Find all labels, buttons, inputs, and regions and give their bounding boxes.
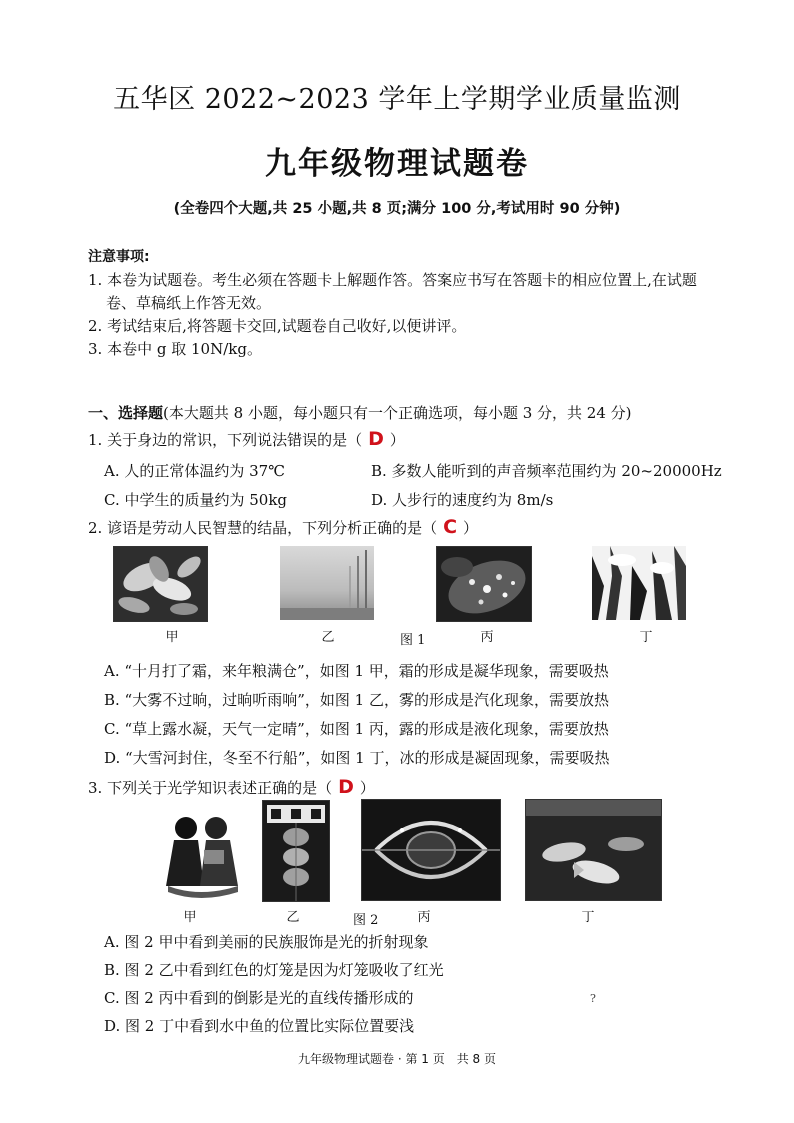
dew-leaf-icon <box>437 547 531 621</box>
q2-option-c: C. “草上露水凝，天气一定晴”，如图 1 丙，露的形成是液化现象，需要放热 <box>104 720 609 738</box>
notes-item-1-cont: 卷、草稿纸上作答无效。 <box>106 294 272 312</box>
section-title: 一、选择题 <box>88 404 164 422</box>
fig1-fog-photo <box>280 546 374 620</box>
fig2-lantern-photo <box>262 800 330 902</box>
q1-option-d: D. 人步行的速度约为 8m/s <box>371 491 554 509</box>
fish-water-icon <box>526 800 661 900</box>
q1-option-c: C. 中学生的质量约为 50kg <box>104 491 288 509</box>
q3-option-c: C. 图 2 丙中看到的倒影是光的直线传播形成的 <box>104 989 414 1007</box>
section-choice-header <box>88 402 768 423</box>
question-2-paren: ） <box>463 519 479 537</box>
notes-heading: 注意事项: <box>88 249 150 265</box>
fig2-reflection-photo <box>361 799 501 901</box>
fig1-label-yi: 乙 <box>321 630 335 645</box>
exam-title: 五华区 2022~2023 学年上学期学业质量监测 <box>113 84 681 115</box>
notes-item-2: 2. 考试结束后,将答题卡交回,试题卷自己收好,以便讲评。 <box>88 317 467 335</box>
question-1-paren: ） <box>389 431 405 449</box>
fog-trees-icon <box>280 546 374 620</box>
notes-item-1: 1. 本卷为试题卷。考生必须在答题卡上解题作答。答案应书写在答题卡的相应位置上,在试题 <box>88 271 697 289</box>
question-1-answer: D <box>368 428 384 450</box>
fig2-costume-photo <box>160 806 242 898</box>
fig2-label-bing: 丙 <box>417 910 431 925</box>
question-3-stem <box>88 776 375 798</box>
fig1-label-bing: 丙 <box>480 630 494 645</box>
exam-info-note: (全卷四个大题,共 25 小题,共 8 页;满分 100 分,考试用时 90 分钟) <box>173 201 621 217</box>
fig2-label-ding: 丁 <box>581 910 595 925</box>
fig2-fish-photo <box>525 799 662 901</box>
notes-item-3: 3. 本卷中 g 取 10N/kg。 <box>88 340 262 358</box>
q3-option-d: D. 图 2 丁中看到水中鱼的位置比实际位置要浅 <box>104 1017 415 1035</box>
question-2-stem <box>88 516 478 538</box>
q1-option-a: A. 人的正常体温约为 37℃ <box>104 462 286 480</box>
question-3-paren: ） <box>359 779 375 797</box>
q3-option-a: A. 图 2 甲中看到美丽的民族服饰是光的折射现象 <box>104 933 429 951</box>
q1-option-b: B. 多数人能听到的声音频率范围约为 20~20000Hz <box>371 462 722 480</box>
fig1-ice-photo <box>592 546 686 620</box>
q2-option-b: B. “大雾不过晌，过晌听雨响”，如图 1 乙，雾的形成是汽化现象，需要放热 <box>104 691 609 709</box>
question-1-stem <box>88 428 405 450</box>
fig1-label-jia: 甲 <box>165 630 179 645</box>
q3-option-b: B. 图 2 乙中看到红色的灯笼是因为灯笼吸收了红光 <box>104 961 444 979</box>
stray-mark: ? <box>590 992 596 1005</box>
exam-subject-title: 九年级物理试题卷 <box>265 146 529 182</box>
notes-block <box>88 246 748 361</box>
lantern-icon <box>263 801 329 901</box>
q2-option-a: A. “十月打了霜，来年粮满仓”，如图 1 甲，霜的形成是凝华现象，需要吸热 <box>104 662 609 680</box>
question-3-text: 3. 下列关于光学知识表述正确的是（ <box>88 779 333 797</box>
fig2-label-yi: 乙 <box>286 910 300 925</box>
fig2-label-jia: 甲 <box>183 910 197 925</box>
question-2-answer: C <box>443 516 458 538</box>
question-2-text: 2. 谚语是劳动人民智慧的结晶，下列分析正确的是（ <box>88 519 438 537</box>
q2-option-d: D. “大雪河封住，冬至不行船”，如图 1 丁，冰的形成是凝固现象，需要吸热 <box>104 749 610 767</box>
question-3-answer: D <box>338 776 354 798</box>
fig1-caption: 图 1 <box>400 633 426 648</box>
section-desc: (本大题共 8 小题，每小题只有一个正确选项，每小题 3 分，共 24 分) <box>163 404 632 422</box>
snow-river-icon <box>592 546 686 620</box>
question-1-text: 1. 关于身边的常识，下列说法错误的是（ <box>88 431 363 449</box>
page-footer: 九年级物理试题卷 · 第 1 页 共 8 页 <box>298 1052 496 1066</box>
fig1-frost-photo <box>113 546 208 622</box>
fig2-caption: 图 2 <box>353 913 379 928</box>
frost-leaves-icon <box>114 547 207 621</box>
bridge-reflection-icon <box>362 800 500 900</box>
fig1-label-ding: 丁 <box>639 630 653 645</box>
fig1-dew-photo <box>436 546 532 622</box>
ethnic-costume-icon <box>160 806 242 898</box>
